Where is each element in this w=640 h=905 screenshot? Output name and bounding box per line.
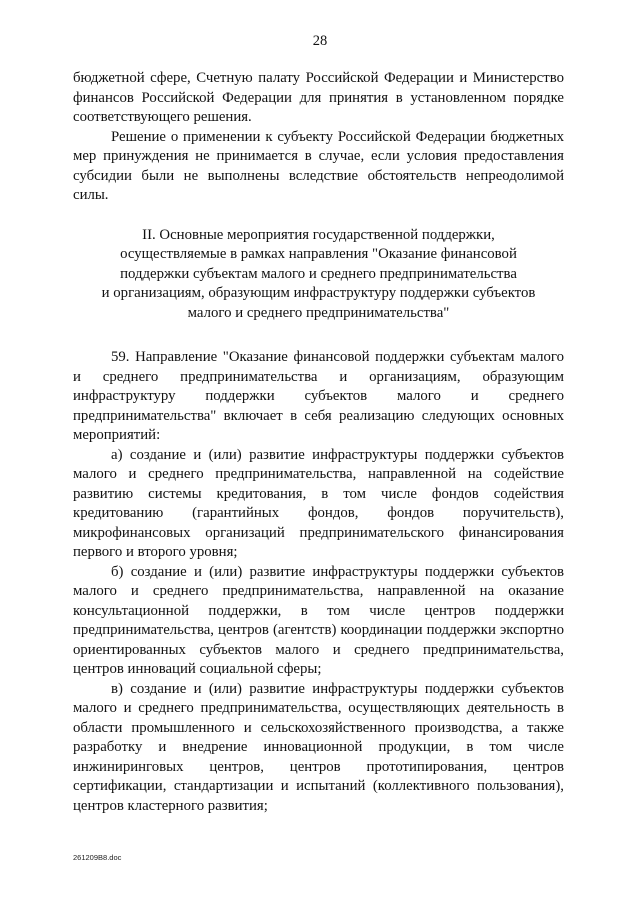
document-body bbox=[73, 69, 564, 816]
document-file-code: 261209B8.doc bbox=[73, 853, 122, 862]
page-number: 28 bbox=[312, 33, 328, 49]
section-heading-line: и организациям, образующим инфраструктуру поддержки субъектов bbox=[101, 285, 536, 301]
paragraph-decision: Решение о применении к субъекту Российской Федерации бюджетных мер принуждения не принимается в случае, если условия предоставления субсидии были не выполнены вследствие обстоятельств непреодолимой силы. bbox=[73, 128, 564, 203]
paragraph-item-a: а) создание и (или) развитие инфраструктуры поддержки субъектов малого и среднего предпринимательства, направленной на содействие развитию системы кредитования, в том числе фондов содействия кредитованию (гарантийных фондов, фондов поручительств), микрофинансовых организаций предпринимательского финансирования первого и второго уровня; bbox=[73, 446, 564, 560]
section-heading-line: поддержки субъектам малого и среднего предпринимательства bbox=[120, 265, 517, 282]
section-heading-line: малого и среднего предпринимательства" bbox=[187, 304, 450, 321]
paragraph-item-b: б) создание и (или) развитие инфраструктуры поддержки субъектов малого и среднего предпринимательства, направленной на оказание консультационной поддержки, в том числе центров поддержки предпринимательства, центров (агентств) координации поддержки экспортно ориентированных субъектов малого и среднего предпринимательства, центров инноваций социальной сферы; bbox=[73, 563, 564, 677]
paragraph-budget-sphere: бюджетной сфере, Счетную палату Российской Федерации и Министерство финансов Российской Федерации для принятия в установленном порядке соответствующего решения. bbox=[73, 70, 564, 125]
paragraph-item-v: в) создание и (или) развитие инфраструктуры поддержки субъектов малого и среднего предпринимательства, осуществляющих деятельность в области промышленного и сельскохозяйственного производства, а также разработку и внедрение инновационной продукции, в том числе инжиниринговых центров, центров прототипирования, центров сертификации, стандартизации и испытаний (коллективного пользования), центров кластерного развития; bbox=[73, 680, 564, 814]
paragraph-59: 59. Направление "Оказание финансовой поддержки субъектам малого и среднего предпринимательства и организациям, образующим инфраструктуру поддержки субъектов малого и среднего предпринимательства" включает в себя реализацию следующих основных мероприятий: bbox=[73, 349, 564, 443]
section-heading-line: осуществляемые в рамках направления "Оказание финансовой bbox=[120, 246, 517, 262]
section-heading-line: II. Основные мероприятия государственной поддержки, bbox=[142, 226, 495, 243]
section-heading bbox=[73, 226, 564, 324]
